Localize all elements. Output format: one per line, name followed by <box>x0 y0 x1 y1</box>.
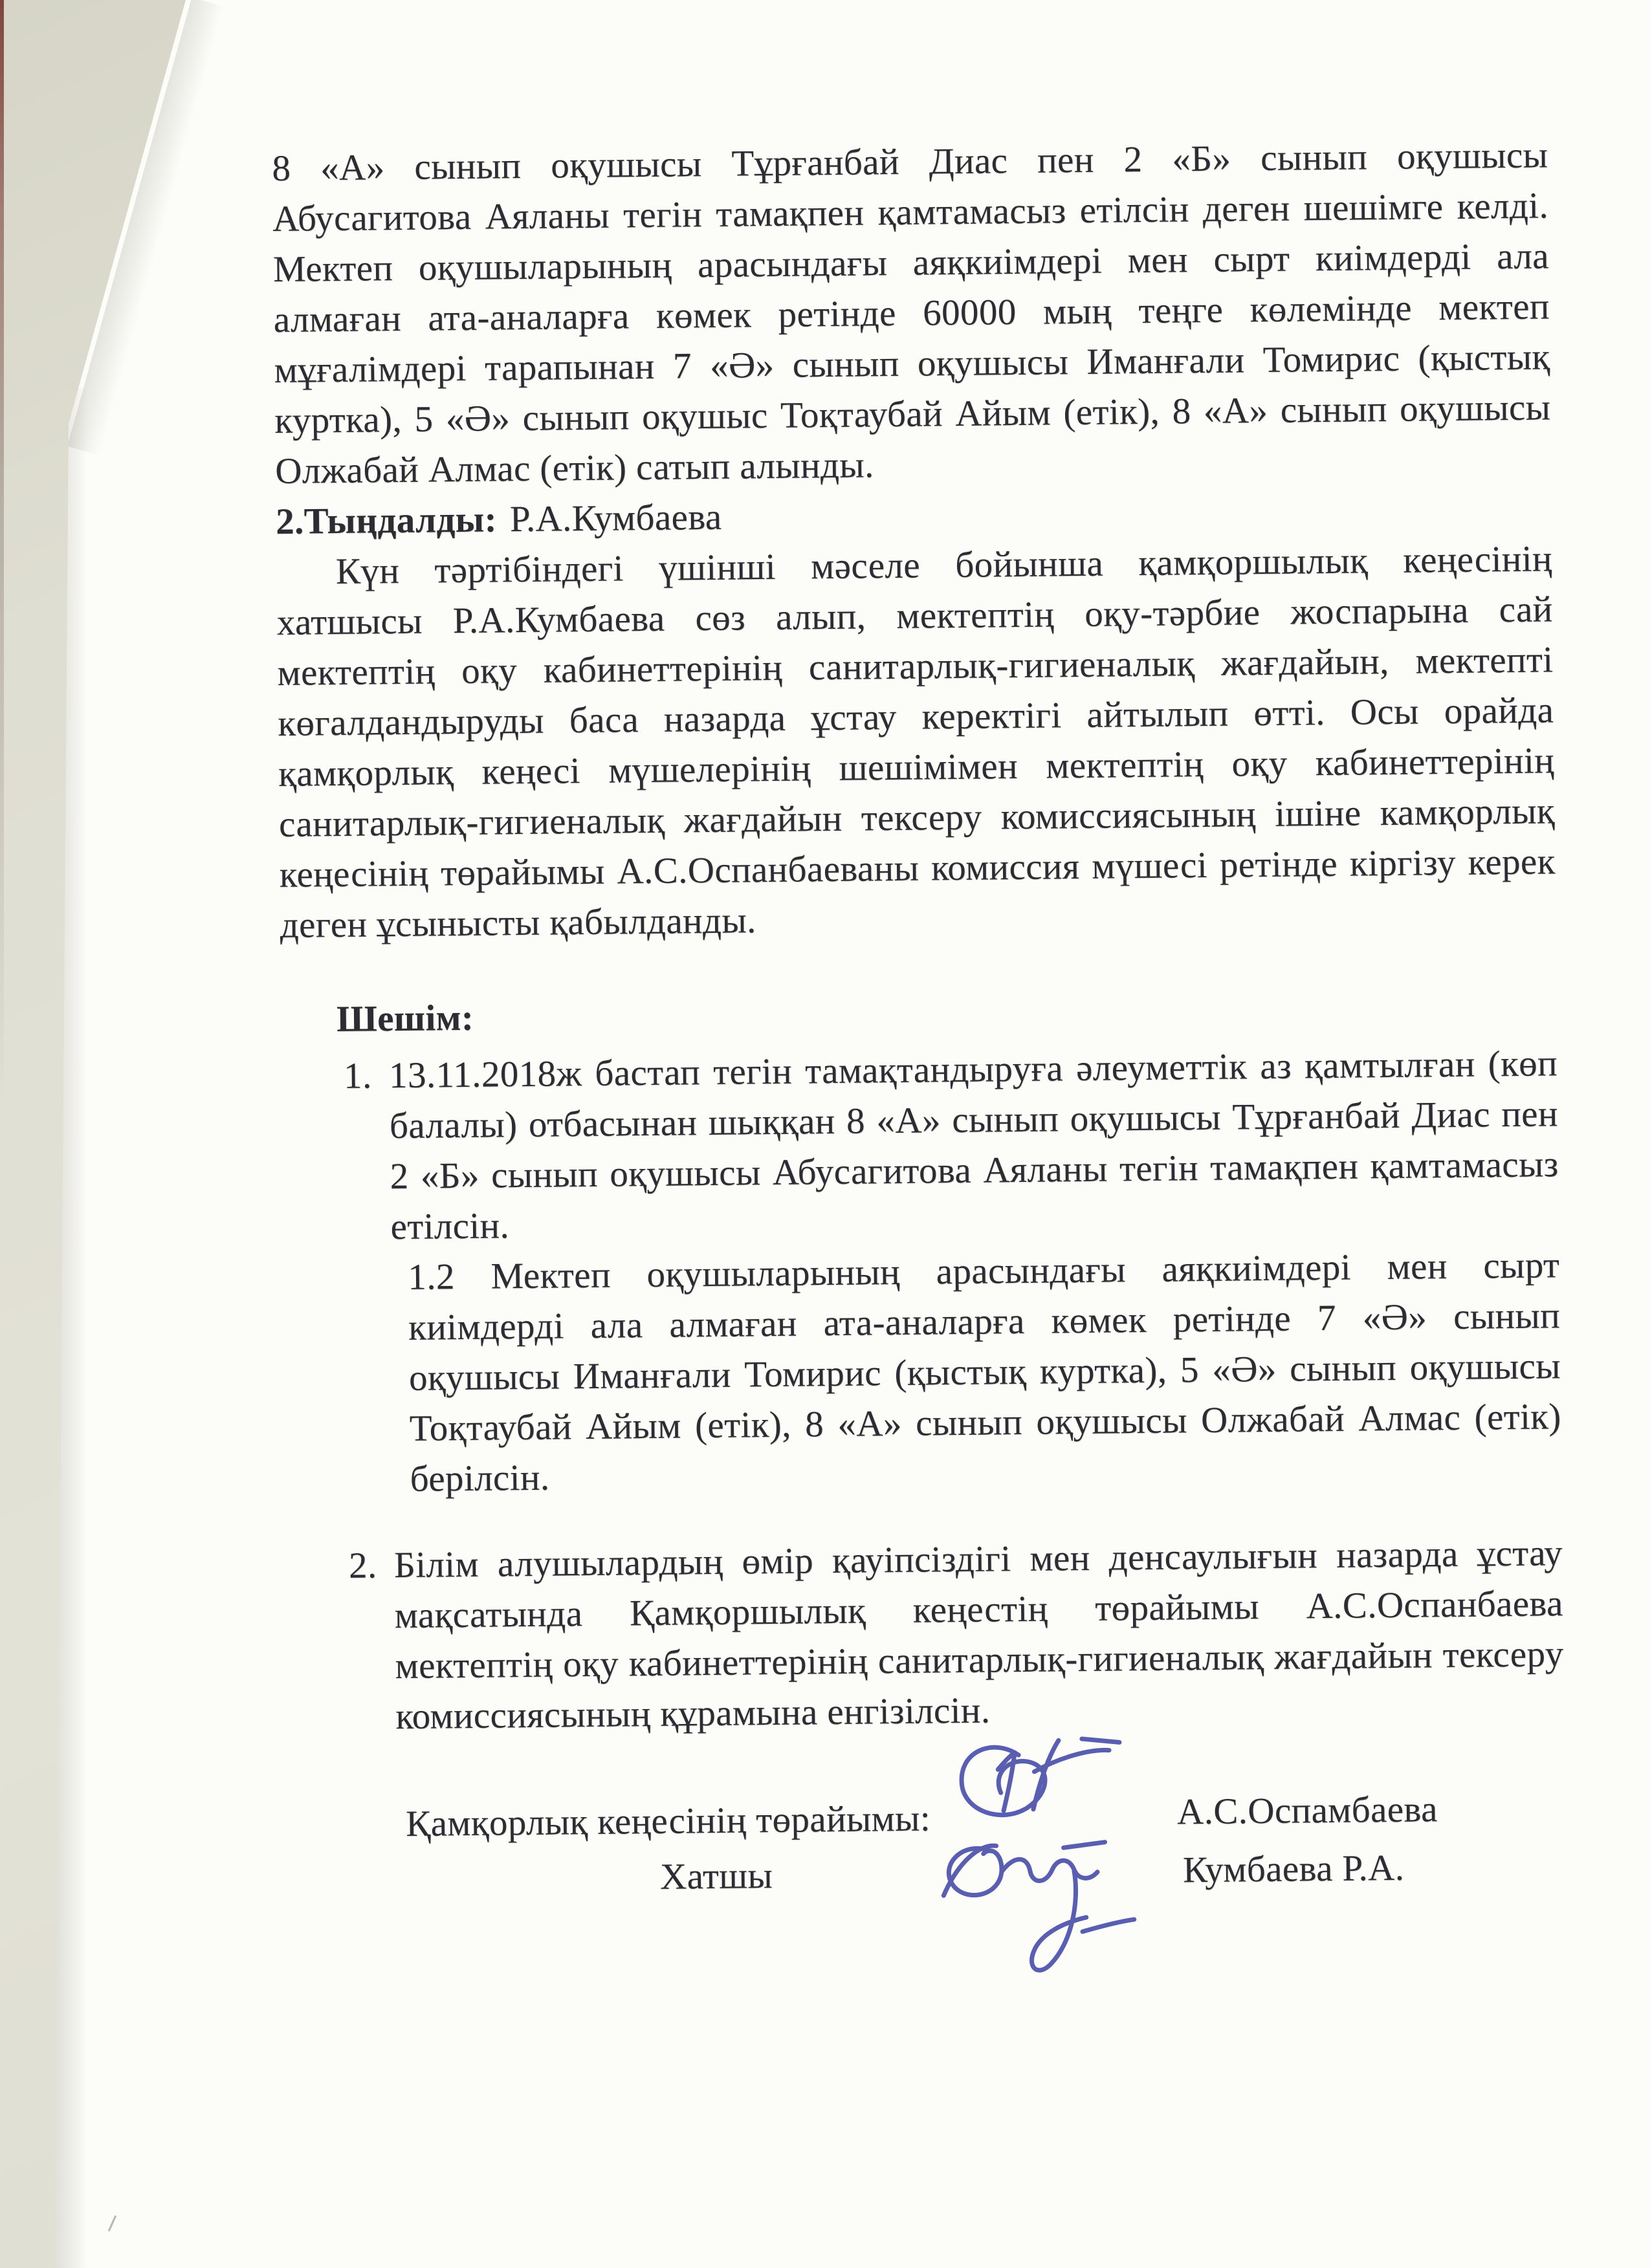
paper-edge-shadow <box>54 388 88 2268</box>
signature-name-chairwoman: А.С.Оспамбаева <box>1176 1789 1438 1833</box>
decision-item-2 <box>287 1528 1565 1743</box>
signature-role-chairwoman: Қамқорлық кеңесінің төрайымы: <box>405 1798 931 1844</box>
decision-number: 2. <box>348 1545 377 1586</box>
scan-edge-artifact <box>0 0 4 1100</box>
decision-body <box>394 1528 1565 1742</box>
body-paragraph-1: 8 «А» сынып оқушысы Тұрғанбай Диас пен 2 «Б» сынып оқушысы Абусагитова Аяланы тегін тамақпен қамтамасыз етілсін деген шешімге келді. Мектеп оқушыларының арасындағы аяқкиімдері мен сырт киімдерді ала алмаған ата-аналарға көмек ретінде 60000 мың теңге көлемінде мектеп мұғалімдері тарапынан 7 «Ә» сынып оқушысы Иманғали Томирис (қыстық куртка), 5 «Ә» сынып оқушыс Тоқтаубай Айым (етік), 8 «А» сынып оқушысы Олжабай Алмас (етік) сатып алынды. <box>272 135 1551 492</box>
signature-role-secretary: Хатшы <box>659 1855 773 1897</box>
decision-text: 13.11.2018ж бастап тегін тамақтандыруға әлеуметтік аз қамтылған (көп балалы) отбасынан шыққан 8 «А» сынып оқушысы Тұрғанбай Диас пен 2 «Б» сынып оқушысы Абусагитова Аяланы тегін тамақпен қамтамасыз етілсін. <box>388 1043 1559 1248</box>
body-paragraph-2: Күн тәртібіндегі үшінші мәселе бойынша қамқоршылық кеңесінің хатшысы Р.А.Кумбаева сөз алып, мектептің оқу-тәрбие жоспарына сай мектептің оқу кабинеттерінің санитарлық-гигиеналық жағдайын, мектепті көгалдандыруды баса назарда ұстау керектігі айтылып өтті. Осы орайда қамқорлық кеңесі мүшелерінің шешімімен мектептің оқу кабинеттерінің санитарлық-гигиеналық жағдайын тексеру комиссиясының ішіне камқорлық кеңесінің төрайымы А.С.Оспанбаеваны комиссия мүшесі ретінде кіргізу керек деген ұсынысты қабылданды. <box>276 538 1556 946</box>
decision-heading: Шешім: <box>336 997 474 1040</box>
decision-text: Білім алушылардың өмір қауіпсіздігі мен денсаулығын назарда ұстау мақсатында Қамқоршылық кеңестің төрайымы А.С.Оспанбаева мектептің оқу кабинеттерінің санитарлық-гигиеналық жағдайын тексеру комиссиясының құрамына енгізілсін. <box>393 1532 1564 1738</box>
secretary-signature-icon <box>929 1811 1157 1994</box>
decision-number: 1. <box>343 1055 372 1096</box>
decision-body <box>389 1038 1562 1505</box>
decision-item-1 <box>281 1038 1562 1506</box>
signature-name-secretary: Кумбаева Р.А. <box>1182 1847 1405 1891</box>
heard-name: Р.А.Кумбаева <box>509 496 722 540</box>
decision-subtext: 1.2 Мектеп оқушыларының арасындағы аяқкиімдері мен сырт киімдерді ала алмаған ата-аналарға көмек ретінде 7 «Ә» сынып оқушысы Иманғали Томирис (қыстық куртка), 5 «Ә» сынып оқушысы Тоқтаубай Айым (етік), 8 «А» сынып оқушысы Олжабай Алмас (етік) берілсін. <box>408 1245 1562 1499</box>
paper-corner-shadow <box>67 0 225 455</box>
document-content <box>272 130 1569 2162</box>
signature-block <box>289 1787 1569 2163</box>
heard-label: 2.Тыңдалды: <box>275 499 498 542</box>
